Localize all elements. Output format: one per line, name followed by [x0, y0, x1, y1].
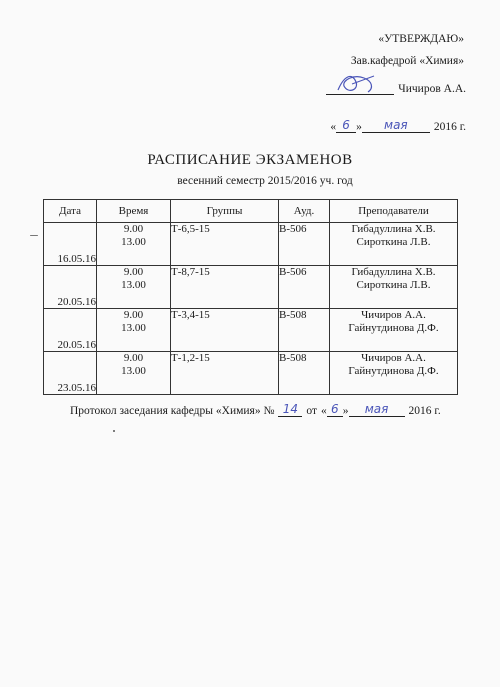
header-room: Ауд. — [279, 200, 330, 223]
date-quote-close: » — [356, 121, 362, 133]
teacher-name: Гайнутдинова Д.Ф. — [348, 322, 439, 334]
cell-room: В-506 — [279, 223, 330, 266]
table-row — [44, 352, 458, 395]
cell-teachers — [330, 309, 458, 352]
protocol-from: от — [306, 405, 318, 417]
teacher-name: Гибадуллина Х.В. — [351, 266, 436, 278]
signature-row — [326, 78, 466, 95]
protocol-month: мая — [349, 402, 405, 417]
cell-date: 20.05.16 — [44, 309, 97, 352]
cell-group: Т-3,4-15 — [171, 309, 279, 352]
teacher-name: Чичиров А.А. — [361, 309, 426, 321]
teacher-name: Гайнутдинова Д.Ф. — [348, 365, 439, 377]
date-quote-open: « — [330, 121, 337, 133]
exam-schedule-table — [43, 199, 458, 395]
handwritten-signature-icon — [334, 70, 382, 96]
protocol-line — [70, 402, 441, 417]
cell-teachers — [330, 223, 458, 266]
cell-room: В-508 — [279, 352, 330, 395]
approval-month: мая — [362, 118, 430, 133]
time-start: 9.00 — [123, 223, 144, 235]
signer-name: Чичиров А.А. — [398, 83, 466, 95]
teacher-name: Чичиров А.А. — [361, 352, 426, 364]
table-row — [44, 266, 458, 309]
cell-time — [97, 266, 171, 309]
protocol-quote-open: « — [321, 405, 327, 417]
header-date: Дата — [44, 200, 97, 223]
approve-word: «УТВЕРЖДАЮ» — [378, 33, 464, 45]
ink-speck — [113, 430, 115, 432]
protocol-number: 14 — [278, 402, 302, 417]
approval-date — [330, 118, 466, 133]
header-teachers: Преподаватели — [330, 200, 458, 223]
table-row — [44, 309, 458, 352]
cell-room: В-506 — [279, 266, 330, 309]
cell-group: Т-1,2-15 — [171, 352, 279, 395]
signature-line — [326, 78, 394, 95]
cell-time — [97, 352, 171, 395]
teacher-name: Гибадуллина Х.В. — [351, 223, 436, 235]
teacher-name: Сироткина Л.В. — [356, 236, 431, 248]
cell-teachers — [330, 352, 458, 395]
time-start: 9.00 — [123, 309, 144, 321]
protocol-quote-close: » — [342, 405, 349, 417]
approval-year: 2016 г. — [433, 121, 466, 133]
binding-mark — [30, 235, 38, 236]
protocol-day: 6 — [327, 402, 343, 417]
header-time: Время — [97, 200, 171, 223]
page-title: РАСПИСАНИЕ ЭКЗАМЕНОВ — [147, 152, 353, 168]
time-second: 13.00 — [121, 365, 146, 377]
time-second: 13.00 — [121, 322, 146, 334]
cell-time — [97, 223, 171, 266]
cell-teachers — [330, 266, 458, 309]
time-start: 9.00 — [123, 266, 144, 278]
protocol-text: Протокол заседания кафедры «Химия» № — [70, 405, 275, 417]
cell-date: 16.05.16 — [44, 223, 97, 266]
header-groups: Группы — [171, 200, 279, 223]
table-row — [44, 223, 458, 266]
cell-group: Т-8,7-15 — [171, 266, 279, 309]
cell-group: Т-6,5-15 — [171, 223, 279, 266]
cell-time — [97, 309, 171, 352]
table-header-row — [44, 200, 458, 223]
cell-date: 20.05.16 — [44, 266, 97, 309]
approver-position: Зав.кафедрой «Химия» — [350, 54, 464, 67]
cell-room: В-508 — [279, 309, 330, 352]
time-second: 13.00 — [121, 236, 146, 248]
time-second: 13.00 — [121, 279, 146, 291]
cell-date: 23.05.16 — [44, 352, 97, 395]
protocol-year: 2016 г. — [408, 405, 441, 417]
teacher-name: Сироткина Л.В. — [356, 279, 431, 291]
approval-day: 6 — [336, 118, 356, 133]
page-subtitle: весенний семестр 2015/2016 уч. год — [177, 175, 353, 187]
time-start: 9.00 — [123, 352, 144, 364]
